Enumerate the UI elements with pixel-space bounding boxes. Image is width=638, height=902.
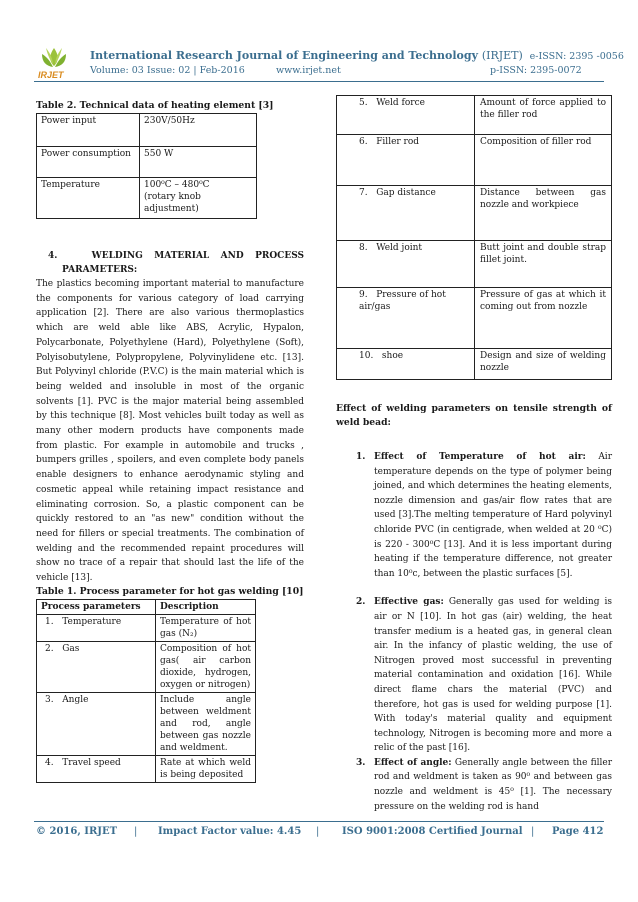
table-cell: [140, 178, 257, 219]
param-name: Weld force: [376, 98, 425, 108]
eissn: e-ISSN: 2395 -0056: [529, 51, 624, 62]
table-row: [37, 114, 257, 147]
table-row: [337, 349, 612, 380]
row-number: 8.: [359, 243, 368, 253]
row-number: 5.: [359, 98, 368, 108]
table1-continued: [336, 95, 612, 380]
row-number: 4.: [45, 757, 54, 768]
table1-process-parameters: [36, 599, 256, 783]
left-column: [36, 100, 304, 783]
param-name: shoe: [381, 351, 404, 361]
volume-issue: Volume: 03 Issue: 02 | Feb-2016: [90, 65, 245, 76]
table-cell: [337, 135, 475, 186]
logo-text: IRJET: [38, 70, 64, 80]
table-cell: Power consumption: [37, 147, 140, 178]
footer-copyright: © 2016, IRJET: [36, 826, 118, 837]
right-column: [336, 95, 612, 814]
temperature-range: 100⁰C – 480⁰C: [144, 180, 210, 190]
table-cell: Composition of hot gas( air carbon dioxide, hydrogen, oxygen or nitrogen): [156, 641, 256, 692]
table-cell: [337, 241, 475, 288]
table-cell: [37, 614, 156, 641]
column-header: Process parameters: [37, 599, 156, 614]
footer-separator: |: [134, 826, 138, 837]
table-cell: 550 W: [140, 147, 257, 178]
param-name: Gas: [62, 643, 80, 654]
table-cell: [337, 186, 475, 241]
table-row: [337, 186, 612, 241]
table-cell: 230V/50Hz: [140, 114, 257, 147]
table-row: [337, 241, 612, 288]
table-row: [337, 135, 612, 186]
table-row: [37, 755, 256, 782]
item-text: Generally gas used for welding is air or N [10]. In hot gas (air) welding, the heat transfer medium is a heated gas, in general clean air. In the infancy of plastic welding, the use of Nitrogen proved most successful in preventing material contamination and oxidation [16]. While direct flame chars the material (PVC) and therefore, hot gas is used for welding purpose [1]. With today's material quality and equipment technology, Nitrogen is becoming more and more a relic of the past [16].: [374, 597, 612, 754]
row-number: 7.: [359, 188, 368, 198]
irjet-logo: [36, 44, 72, 80]
param-name: Travel speed: [62, 757, 121, 768]
table1-caption: Table 1. Process parameter for hot gas welding [10]: [36, 585, 304, 597]
item-title: Effect of angle:: [374, 757, 452, 768]
item-number: 3.: [356, 757, 366, 768]
header-divider: [34, 81, 604, 82]
journal-title-line: [90, 49, 624, 62]
table-cell: [37, 692, 156, 755]
effects-heading: Effect of welding parameters on tensile strength of weld bead:: [336, 403, 612, 428]
row-number: 1.: [45, 616, 54, 627]
item-text: Air temperature depends on the type of polymer being joined, and which determines the heating elements, nozzle dimension and gas/air flow rates that are used [3].The melting temperature of Hard polyvinyl chloride PVC (in centigrade, when welded at 20 ⁰C) is 220 - 300⁰C [13]. And it is less important during heating if the temperature difference, not greater than 10⁰c, between the plastic surfaces [5].: [374, 452, 612, 579]
row-number: 9.: [359, 290, 368, 300]
row-number: 3.: [45, 694, 54, 705]
journal-abbr: (IRJET): [481, 49, 523, 62]
table-cell: Temperature of hot gas (N₂): [156, 614, 256, 641]
param-name: Gap distance: [376, 188, 436, 198]
footer-impact: Impact Factor value: 4.45: [158, 826, 302, 837]
table-header-row: [37, 599, 256, 614]
section-number: 4.: [48, 251, 58, 261]
table-cell: Rate at which weld is being deposited: [156, 755, 256, 782]
footer-iso: ISO 9001:2008 Certified Journal: [342, 826, 523, 837]
temperature-note-2: adjustment): [144, 204, 199, 214]
param-name: Weld joint: [376, 243, 423, 253]
item-text: Generally angle between the filler rod and weldment is taken as 90⁰ and between gas nozzle and weldment is 45⁰ [1]. The necessary pressure on the welding rod is hand: [374, 757, 613, 812]
section-title: WELDING MATERIAL AND PROCESS PARAMETERS:: [62, 251, 304, 275]
param-name: Pressure of hot air/gas: [359, 290, 446, 312]
list-spacer: [336, 581, 612, 595]
table-row: [37, 641, 256, 692]
table-row: [337, 288, 612, 349]
param-name: Filler rod: [376, 137, 420, 147]
table-row: [337, 96, 612, 135]
website-link[interactable]: www.irjet.net: [276, 65, 341, 76]
table-cell: [337, 288, 475, 349]
table-cell: Composition of filler rod: [475, 135, 612, 186]
table-cell: [337, 96, 475, 135]
row-number: 6.: [359, 137, 368, 147]
list-item: [336, 756, 612, 814]
footer-divider: [34, 821, 604, 822]
table-row: [37, 614, 256, 641]
table-cell: Butt joint and double strap fillet joint.: [475, 241, 612, 288]
journal-title: International Research Journal of Engineering and Technology: [90, 49, 478, 62]
param-name: Temperature: [62, 616, 122, 627]
table-cell: Power input: [37, 114, 140, 147]
list-item: [336, 450, 612, 581]
table-cell: [337, 349, 475, 380]
table-cell: Temperature: [37, 178, 140, 219]
pissn: p-ISSN: 2395-0072: [490, 65, 582, 76]
effects-list: [336, 450, 612, 814]
footer-page-number: Page 412: [552, 826, 604, 837]
item-title: Effect of Temperature of hot air:: [374, 452, 586, 462]
table-row: [37, 692, 256, 755]
table2-caption: Table 2. Technical data of heating element [3]: [36, 100, 274, 111]
item-number: 2.: [356, 597, 366, 608]
item-title: Effective gas:: [374, 597, 444, 608]
row-number: 2.: [45, 643, 54, 654]
column-header: Description: [156, 599, 256, 614]
temperature-note-1: (rotary knob: [144, 192, 201, 202]
table-cell: Amount of force applied to the filler rod: [475, 96, 612, 135]
table-cell: [37, 641, 156, 692]
param-name: Angle: [62, 694, 89, 705]
table-cell: [37, 755, 156, 782]
section-paragraph: The plastics becoming important material to manufacture the components for various category of load carrying application [2]. There are also various thermoplastics which are weld able like ABS, Acrylic, Hypalon, Polycarbonate, Polyethylene (Hard), Polyethylene (Soft), Polyisobutylene, Polypropylene, Polyvinylidene etc. [13]. But Polyvinyl chloride (P.V.C) is the main material which is being welded and insoluble in most of the organic solvents [1]. PVC is the major material being assembled by this technique [8]. Most vehicles built today as well as many other modern products have components made from plastic. For example in automobile and trucks , bumpers grilles , spoilers, and even complete body panels enable designers to enhance aerodynamic styling and cosmetic appeal while retaining impact resistance and eliminating corrosion. So, a plastic component can be quickly restored to an "as new" condition without the need for fillers or special treatments. The combination of welding and the recommended repaint procedures will show no trace of a repair that should last the life of the vehicle [13].: [36, 279, 304, 584]
table-cell: Distance between gas nozzle and workpiece: [475, 186, 612, 241]
list-item: [336, 595, 612, 756]
table-cell: Pressure of gas at which it coming out from nozzle: [475, 288, 612, 349]
item-number: 1.: [356, 452, 366, 462]
row-number: 10.: [359, 351, 374, 361]
section-heading: [36, 249, 304, 277]
table-row: [37, 178, 257, 219]
footer-separator: |: [531, 826, 535, 837]
table-cell: Design and size of welding nozzle: [475, 349, 612, 380]
footer-separator: |: [316, 826, 320, 837]
table2-heating-element: [36, 113, 257, 219]
table-row: [37, 147, 257, 178]
table-cell: Include angle between weldment and rod, angle between gas nozzle and weldment.: [156, 692, 256, 755]
